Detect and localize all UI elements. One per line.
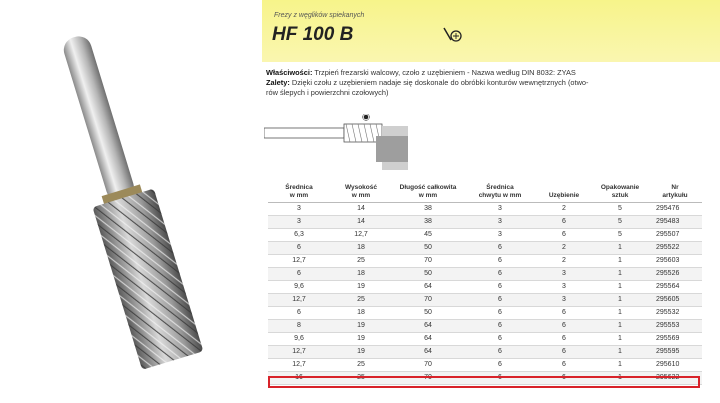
table-cell: 64 (392, 320, 464, 333)
table-cell: 18 (330, 268, 392, 281)
table-cell: 64 (392, 281, 464, 294)
table-cell: 6 (268, 268, 330, 281)
col-height: Wysokość w mm (330, 178, 392, 203)
table-cell: 3 (464, 229, 536, 242)
table-cell: 50 (392, 242, 464, 255)
table-cell: 19 (330, 281, 392, 294)
table-cell: 16 (268, 372, 330, 385)
table-cell: 1 (592, 242, 648, 255)
series-title: Frezy z węglików spiekanych (274, 12, 365, 19)
table-cell: 64 (392, 346, 464, 359)
table-cell: 6 (536, 229, 592, 242)
table-cell: 6 (464, 255, 536, 268)
table-row (268, 307, 702, 320)
col-diameter: Średnica w mm (268, 178, 330, 203)
table-cell: 45 (392, 229, 464, 242)
table-cell: 38 (392, 216, 464, 229)
table-cell: 5 (592, 216, 648, 229)
table-row (268, 255, 702, 268)
table-cell: 295522 (648, 242, 702, 255)
table-row (268, 294, 702, 307)
advantages-text: Dzięki czołu z uzębieniem nadaje się doskonale do obróbki konturów wewnętrznych (otwo- (289, 78, 589, 87)
table-cell: 1 (592, 281, 648, 294)
technical-drawing (264, 114, 414, 170)
table-cell: 295569 (648, 333, 702, 346)
table-cell: 6 (464, 346, 536, 359)
table-body (268, 203, 702, 385)
table-cell: 295622 (648, 372, 702, 385)
table-cell: 3 (268, 216, 330, 229)
table-cell: 295507 (648, 229, 702, 242)
table-cell: 6 (464, 372, 536, 385)
table-row (268, 346, 702, 359)
properties-block (266, 68, 706, 98)
table-cell: 6 (464, 359, 536, 372)
table-cell: 6 (464, 242, 536, 255)
table-cell: 6 (464, 268, 536, 281)
table-cell: 25 (330, 372, 392, 385)
table-cell: 295564 (648, 281, 702, 294)
table-cell: 19 (330, 333, 392, 346)
table-cell: 6 (268, 307, 330, 320)
col-pack: Opakowanie sztuk (592, 178, 648, 203)
table-cell: 1 (592, 359, 648, 372)
table-cell: 1 (592, 333, 648, 346)
table-cell: 2 (536, 255, 592, 268)
table-cell: 6 (464, 333, 536, 346)
properties-label: Właściwości: (266, 68, 313, 77)
table-cell: 12,7 (268, 294, 330, 307)
table-cell: 6 (536, 359, 592, 372)
table-cell: 12,7 (330, 229, 392, 242)
table-header-row (268, 178, 702, 203)
table-row (268, 242, 702, 255)
table-cell: 2 (536, 242, 592, 255)
table-cell: 3 (536, 294, 592, 307)
table-cell: 3 (536, 268, 592, 281)
advantages-label: Zalety: (266, 78, 290, 87)
table-cell: 18 (330, 307, 392, 320)
table-cell: 18 (330, 242, 392, 255)
table-cell: 6 (464, 307, 536, 320)
table-cell: 70 (392, 372, 464, 385)
tool-photo (0, 0, 258, 403)
table-cell: 19 (330, 320, 392, 333)
table-cell: 6 (464, 281, 536, 294)
table-cell: 1 (592, 307, 648, 320)
table-cell: 1 (592, 294, 648, 307)
col-teeth: Uzębienie (536, 178, 592, 203)
table-cell: 70 (392, 294, 464, 307)
table-cell: 5 (592, 229, 648, 242)
table-row (268, 229, 702, 242)
table-cell: 9,6 (268, 281, 330, 294)
table-cell: 1 (592, 268, 648, 281)
table-row (268, 372, 702, 385)
table-cell: 12,7 (268, 255, 330, 268)
table-row (268, 216, 702, 229)
table-cell: 70 (392, 255, 464, 268)
table-cell: 5 (592, 203, 648, 216)
table-cell: 295553 (648, 320, 702, 333)
table-row (268, 359, 702, 372)
table-cell: 1 (592, 372, 648, 385)
table-cell: 295476 (648, 203, 702, 216)
spec-table (268, 178, 702, 385)
table-cell: 6 (536, 320, 592, 333)
table-cell: 12,7 (268, 346, 330, 359)
table-cell: 2 (536, 203, 592, 216)
table-cell: 295610 (648, 359, 702, 372)
table-cell: 295603 (648, 255, 702, 268)
table-row (268, 268, 702, 281)
table-cell: 50 (392, 307, 464, 320)
table-cell: 6 (536, 307, 592, 320)
table-cell: 6 (464, 320, 536, 333)
table-cell: 295532 (648, 307, 702, 320)
table-cell: 3 (464, 203, 536, 216)
table-cell: 295605 (648, 294, 702, 307)
tool-logo-icon (442, 26, 464, 44)
table-cell: 6,3 (268, 229, 330, 242)
table-cell: 3 (464, 216, 536, 229)
table-row (268, 320, 702, 333)
col-article: Nr artykułu (648, 178, 702, 203)
table-cell: 14 (330, 216, 392, 229)
table-cell: 295483 (648, 216, 702, 229)
table-cell: 3 (268, 203, 330, 216)
col-length: Długość całkowita w mm (392, 178, 464, 203)
properties-text: Trzpień frezarski walcowy, czoło z uzębieniem - Nazwa według DIN 8032: ZYAS (312, 68, 576, 77)
table-cell: 6 (536, 333, 592, 346)
table-row (268, 281, 702, 294)
table-cell: 6 (536, 372, 592, 385)
table-cell: 8 (268, 320, 330, 333)
table-cell: 6 (464, 294, 536, 307)
table-cell: 25 (330, 255, 392, 268)
table-cell: 25 (330, 294, 392, 307)
col-shank: Średnica chwytu w mm (464, 178, 536, 203)
table-cell: 70 (392, 359, 464, 372)
model-title: HF 100 B (272, 24, 354, 45)
table-cell: 50 (392, 268, 464, 281)
table-cell: 6 (536, 216, 592, 229)
table-row (268, 333, 702, 346)
table-cell: 9,6 (268, 333, 330, 346)
advantages-line (266, 78, 706, 88)
table-cell: 295526 (648, 268, 702, 281)
advantages-line-2: rów ślepych i powierzchni czołowych) (266, 88, 389, 97)
table-cell: 3 (536, 281, 592, 294)
table-row (268, 203, 702, 216)
table-cell: 25 (330, 359, 392, 372)
table-cell: 1 (592, 346, 648, 359)
table-cell: 19 (330, 346, 392, 359)
table-cell: 1 (592, 255, 648, 268)
table-cell: 12,7 (268, 359, 330, 372)
table-cell: 38 (392, 203, 464, 216)
table-cell: 14 (330, 203, 392, 216)
table-cell: 64 (392, 333, 464, 346)
table-cell: 295595 (648, 346, 702, 359)
table-cell: 1 (592, 320, 648, 333)
properties-line (266, 68, 706, 78)
table-cell: 6 (536, 346, 592, 359)
table-cell: 6 (268, 242, 330, 255)
